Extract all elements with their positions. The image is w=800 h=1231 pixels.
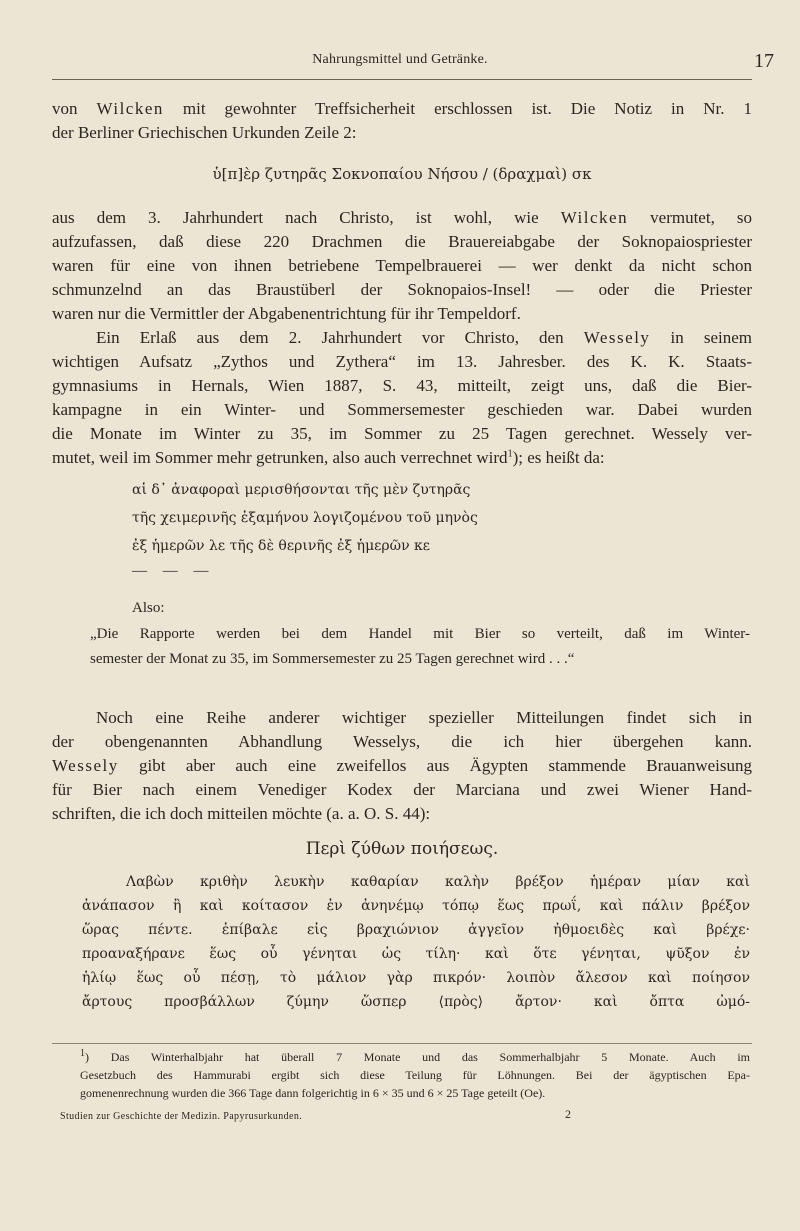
text-line: schriften, die ich doch mitteilen möchte (a. a. O. S. 44): — [52, 804, 431, 823]
greek-title: Περὶ ζύθων ποιήσεως. — [305, 839, 499, 859]
paragraph-wessely — [52, 326, 752, 470]
text-line: die Monate im Winter zu 35, im Sommer zu 25 Tagen gerechnet. Wessely ver- — [52, 424, 752, 443]
greek-line: Λαβὼν κριθὴν λευκὴν καθαρίαν καλὴν βρέξον ἡμέραν μίαν καὶ — [126, 874, 750, 890]
greek-line: ἡλίῳ ἕως οὗ πέσῃ, τὸ μάλιον γὰρ πικρόν· λοιπὸν ἄλεσον καὶ ποίησον — [82, 970, 750, 986]
paragraph-recipe-intro — [52, 706, 752, 826]
footnote-line: Gesetzbuch des Hammurabi ergibt sich diese Teilung für Löhnungen. Bei der ägyptischen Epa- — [80, 1068, 750, 1082]
page-number: 17 — [754, 50, 774, 72]
greek-line: ἄρτους προσβάλλων ζύμην ὥσπερ ⟨πρὸς⟩ ἄρτον· καὶ ὄπτα ὠμό- — [82, 994, 750, 1010]
translation — [90, 622, 750, 672]
text-line: waren nur die Vermittler der Abgabenentrichtung für ihr Tempeldorf. — [52, 304, 521, 323]
text-line: der Berliner Griechischen Urkunden Zeile 2: — [52, 123, 357, 142]
text-line: schmunzelnd an das Braustüberl der Soknopaios-Insel! — oder die Priester — [52, 280, 752, 299]
series-signature: Studien zur Geschichte der Medizin. Papyrusurkunden. — [60, 1111, 303, 1122]
text-line: „Die Rapporte werden bei dem Handel mit Bier so verteilt, daß im Winter- — [90, 626, 750, 642]
greek-citation-line: ὑ[π]ὲρ ζυτηρᾶς Σοκνοπαίου Νήσου / (δραχμαὶ) σκ — [212, 165, 592, 183]
text-line: kampagne in ein Winter- und Sommersemester geschieden war. Dabei wurden — [52, 400, 752, 419]
text-line: Ein Erlaß aus dem 2. Jahrhundert vor Christo, den Wessely in seinem — [96, 328, 752, 347]
text-line: gymnasiums in Hernals, Wien 1887, S. 43, mitteilt, zeigt uns, daß die Bier- — [52, 376, 752, 395]
greek-recipe — [82, 870, 750, 1014]
also-label-block — [52, 597, 752, 619]
greek-citation — [52, 161, 752, 187]
greek-line: ὥρας πέντε. ἐπίβαλε εἰς βραχιώνιον ἀγγεῖον ἠθμοειδὲς καὶ βρέχε· — [82, 922, 750, 938]
text-line: Noch eine Reihe anderer wichtiger spezieller Mitteilungen findet sich in — [96, 708, 752, 727]
text-line: von Wilcken mit gewohnter Treffsicherheit erschlossen ist. Die Notiz in Nr. 1 — [52, 99, 753, 118]
paragraph-intro — [52, 97, 752, 145]
greek-quote — [52, 476, 752, 582]
ellipsis-dashes: — — — — [132, 563, 215, 579]
footnote-rule — [52, 1043, 752, 1044]
greek-line: ἀνάπασον ἢ καὶ κοίτασον ἐν ἀνηνέμῳ τόπῳ ἕως πρωΐ, καὶ πάλιν βρέξον — [82, 898, 750, 914]
footnote-line: $^1$) Das Winterhalbjahr hat überall 7 Monate und das Sommerhalbjahr 5 Monate. Auch im — [80, 1048, 750, 1064]
greek-quote-line: ἐξ ἡμερῶν λε τῆς δὲ θερινῆς ἐξ ἡμερῶν κε — [132, 538, 431, 554]
text-line: für Bier nach einem Venediger Kodex der Marciana und zwei Wiener Hand- — [52, 780, 752, 799]
sheet-signature: 2 — [565, 1107, 571, 1121]
greek-quote-line: αἱ δ᾽ ἀναφοραὶ μερισθήσονται τῆς μὲν ζυτηρᾶς — [132, 482, 471, 498]
greek-recipe-title — [52, 834, 752, 864]
header-rule — [52, 79, 752, 80]
text-line: waren für eine von ihnen betriebene Tempelbrauerei — wer denkt da nicht schon — [52, 256, 752, 275]
text-line: aufzufassen, daß diese 220 Drachmen die Brauereiabgabe der Soknopaiospriester — [52, 232, 752, 251]
text-line: semester der Monat zu 35, im Sommersemester zu 25 Tagen gerechnet wird . . .“ — [90, 651, 575, 667]
text-line: mutet, weil im Sommer mehr getrunken, also auch verrechnet wird$^1$); es heißt da: — [52, 448, 605, 467]
footnote — [80, 1048, 750, 1102]
paragraph-wilcken — [52, 206, 752, 326]
text-line: wichtigen Aufsatz „Zythos und Zythera“ im 13. Jahresber. des K. K. Staats- — [52, 352, 752, 371]
text-line: aus dem 3. Jahrhundert nach Christo, ist wohl, wie Wilcken vermutet, so — [52, 208, 752, 227]
text-line: Wessely gibt aber auch eine zweifellos aus Ägypten stammende Brauanweisung — [52, 756, 752, 775]
greek-quote-line: τῆς χειμερινῆς ἐξαμήνου λογιζομένου τοῦ μηνὸς — [132, 510, 478, 526]
footnote-line: gomenenrechnung wurden die 366 Tage dann folgerichtig in 6 × 35 und 6 × 25 Tage geteilt (Oe). — [80, 1086, 546, 1100]
running-head: Nahrungsmittel und Getränke. — [312, 52, 488, 67]
greek-line: προαναξήρανε ἕως οὗ γένηται ὡς τίλη· καὶ ὅτε γένηται, ψῦξον ἐν — [82, 946, 750, 962]
text-line: der obengenannten Abhandlung Wesselys, die ich hier übergehen kann. — [52, 732, 752, 751]
also-label: Also: — [132, 600, 165, 616]
